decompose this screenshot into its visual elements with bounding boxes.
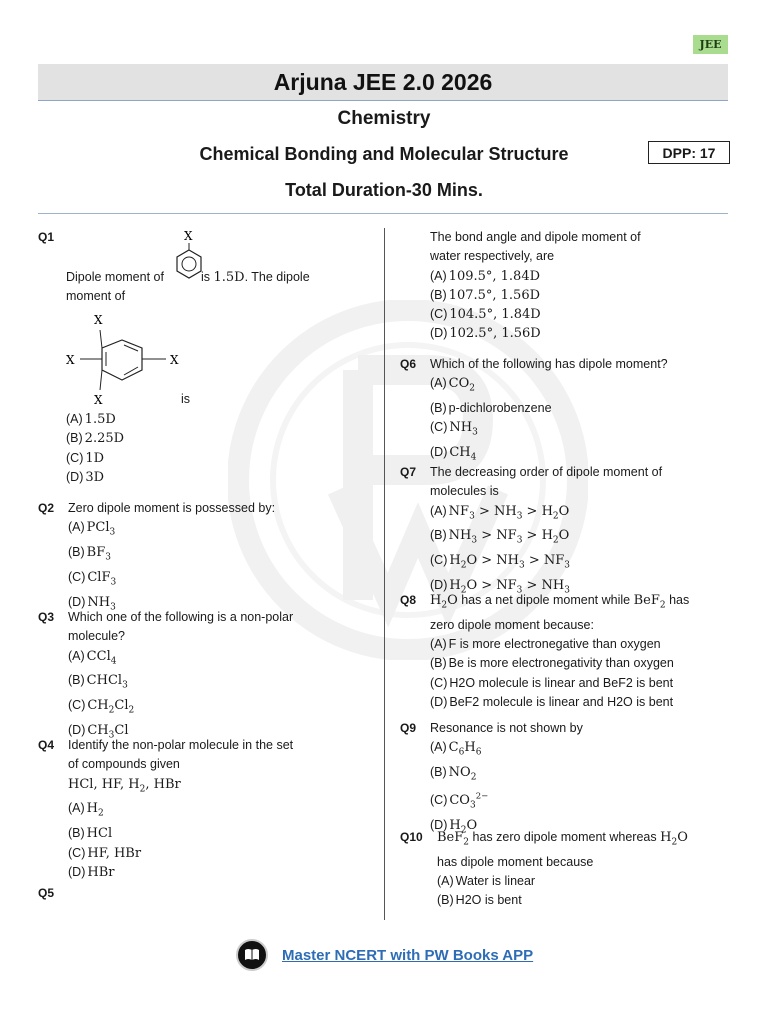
option-b[interactable]: (B) $NO_2$ xyxy=(430,765,477,783)
question-text: Identify the non-polar molecule in the set xyxy=(68,738,294,752)
jee-badge: JEE xyxy=(693,35,728,54)
option-d[interactable]: (D) $H_2O > NF_3 > NH_3$ xyxy=(430,578,570,596)
option-c-value: ClF$_3$ xyxy=(87,570,117,588)
option-b[interactable]: (B) HCl xyxy=(68,826,113,842)
option-d[interactable]: (D) $H_2O$ xyxy=(430,818,478,836)
question-10 xyxy=(400,828,730,911)
substituent-label: X xyxy=(170,353,179,367)
question-number: Q3 xyxy=(38,610,55,624)
page-title: Arjuna JEE 2.0 2026 xyxy=(38,64,728,101)
option-c[interactable]: (C) ClF$_3$ xyxy=(68,570,117,588)
formula-bef2: BeF$_2$ xyxy=(437,830,470,848)
option-b[interactable]: (B) $BF_3$ xyxy=(68,545,111,563)
substituent-label: X xyxy=(184,229,193,243)
question-2 xyxy=(38,499,368,618)
question-text: The decreasing order of dipole moment of xyxy=(430,465,663,479)
question-number: Q1 xyxy=(38,230,55,244)
question-number: Q6 xyxy=(400,357,417,371)
option-c[interactable]: (C) $NH_3$ xyxy=(430,420,478,439)
option-c[interactable]: (C) $CO_3^{2-}$ xyxy=(430,792,489,811)
option-b[interactable]: (B) Be is more electronegativity than oxygen xyxy=(430,656,674,671)
question-5-body xyxy=(400,228,730,344)
option-a[interactable]: (A) $H_2$ xyxy=(68,801,104,820)
option-a[interactable]: (A) F is more electronegative than oxygen xyxy=(430,637,661,652)
option-b[interactable]: (B) 107.5°, 1.56D xyxy=(430,287,541,303)
option-d[interactable]: (D) 3D xyxy=(66,469,105,485)
question-number: Q9 xyxy=(400,721,417,735)
q1-text-a: Dipole moment of xyxy=(66,270,164,284)
question-9 xyxy=(400,719,730,841)
pw-books-app-link[interactable]: Master NCERT with PW Books APP xyxy=(282,946,534,964)
option-a[interactable]: (A) PCl$_3$ xyxy=(68,520,116,538)
question-3 xyxy=(38,608,368,746)
option-d[interactable]: (D) $NH_3$ xyxy=(68,594,116,613)
option-d[interactable]: (D) 102.5°, 1.56D xyxy=(430,326,541,342)
question-number: Q8 xyxy=(400,593,417,607)
chapter-heading: Chemical Bonding and Molecular Structure xyxy=(199,144,569,164)
q1-dipole-value: 1.5D xyxy=(213,270,245,285)
dpp-number-box: DPP: 17 xyxy=(648,141,730,164)
formula-bef2: BeF$_2$ xyxy=(633,593,666,611)
question-text: zero dipole moment because: xyxy=(430,617,594,632)
formula-water: $H_2O$ xyxy=(430,593,458,611)
formula-water: $H_2O$ xyxy=(660,830,688,848)
option-d[interactable]: (D) HBr xyxy=(68,864,115,880)
option-c[interactable]: (C) $CH_2Cl_2$ xyxy=(68,698,135,716)
option-d[interactable]: (D) $CH_3Cl$ xyxy=(68,723,129,741)
question-text: has a net dipole moment while xyxy=(461,593,631,607)
question-text: has zero dipole moment whereas xyxy=(472,830,657,844)
option-d[interactable]: (D) $CH_4$ xyxy=(430,445,477,463)
question-text: Which one of the following is a non-polar xyxy=(68,610,294,624)
question-text: of compounds given xyxy=(68,757,180,772)
question-number: Q7 xyxy=(400,465,417,479)
question-6 xyxy=(400,355,730,468)
question-4 xyxy=(38,736,368,882)
question-text: water respectively, are xyxy=(430,249,555,264)
option-b[interactable]: (B) $NH_3 > NF_3 > H_2O$ xyxy=(430,528,570,547)
option-a[interactable]: (A) Water is linear xyxy=(437,874,536,889)
option-b[interactable]: (B) CHCl$_3$ xyxy=(68,673,128,692)
header-divider xyxy=(38,213,728,214)
option-d-value: $NH_3$ xyxy=(87,594,116,613)
question-text: has xyxy=(669,593,690,607)
compound-set: HCl, HF, $H_2$, HBr xyxy=(68,776,181,795)
option-a[interactable]: (A) $C_6H_6$ xyxy=(430,740,482,758)
question-text: The bond angle and dipole moment of xyxy=(430,230,641,244)
question-number: Q4 xyxy=(38,738,55,752)
column-divider xyxy=(384,228,385,920)
book-icon xyxy=(236,939,268,971)
question-8 xyxy=(400,591,730,712)
footer xyxy=(236,938,533,972)
question-number: Q10 xyxy=(400,830,423,844)
option-a[interactable]: (A) CCl$_4$ xyxy=(68,648,117,667)
option-a-value: PCl$_3$ xyxy=(86,520,116,538)
duration-heading: Total Duration-30 Mins. xyxy=(285,180,483,200)
question-text: Resonance is not shown by xyxy=(430,721,583,735)
option-b[interactable]: (B) 2.25D xyxy=(66,431,125,447)
option-b[interactable]: (B) p-dichlorobenzene xyxy=(430,401,552,416)
option-b[interactable]: (B) H2O is bent xyxy=(437,893,522,908)
question-7 xyxy=(400,463,730,601)
substituent-label: X xyxy=(94,393,103,406)
option-a[interactable]: (A) 109.5°, 1.84D xyxy=(430,268,541,284)
question-text: Zero dipole moment is possessed by: xyxy=(68,501,276,515)
q1-text-e: is xyxy=(181,392,191,406)
substituent-label: X xyxy=(94,313,103,327)
option-d[interactable]: (D) BeF2 molecule is linear and H2O is bent xyxy=(430,695,674,710)
option-c[interactable]: (C) 1D xyxy=(66,450,105,466)
option-a[interactable]: (A) $CO_2$ xyxy=(430,376,476,394)
subject-heading: Chemistry xyxy=(337,108,431,129)
question-text: has dipole moment because xyxy=(437,854,594,869)
q1-text-c: . The dipole xyxy=(244,270,310,284)
trisubstituted-benzene-structure xyxy=(62,308,186,406)
option-c[interactable]: (C) 104.5°, 1.84D xyxy=(430,307,541,323)
option-a[interactable]: (A) $NF_3 > NH_3 > H_2O$ xyxy=(430,503,570,522)
option-c[interactable]: (C) H2O molecule is linear and BeF2 is bent xyxy=(430,675,674,690)
option-c[interactable]: (C) HF, HBr xyxy=(68,845,142,861)
substituent-label: X xyxy=(66,353,75,367)
q1-text-b: is xyxy=(200,270,210,284)
question-text: Which of the following has dipole moment? xyxy=(430,357,668,371)
option-a[interactable]: (A) 1.5D xyxy=(66,412,116,427)
question-number: Q2 xyxy=(38,501,55,515)
q1-text-d: moment of xyxy=(66,289,126,303)
option-c[interactable]: (C) $H_2O > NH_3 > NF_3$ xyxy=(430,553,570,571)
question-text: molecule? xyxy=(68,629,125,644)
option-b-value: $BF_3$ xyxy=(86,545,111,563)
question-text: molecules is xyxy=(430,484,499,499)
